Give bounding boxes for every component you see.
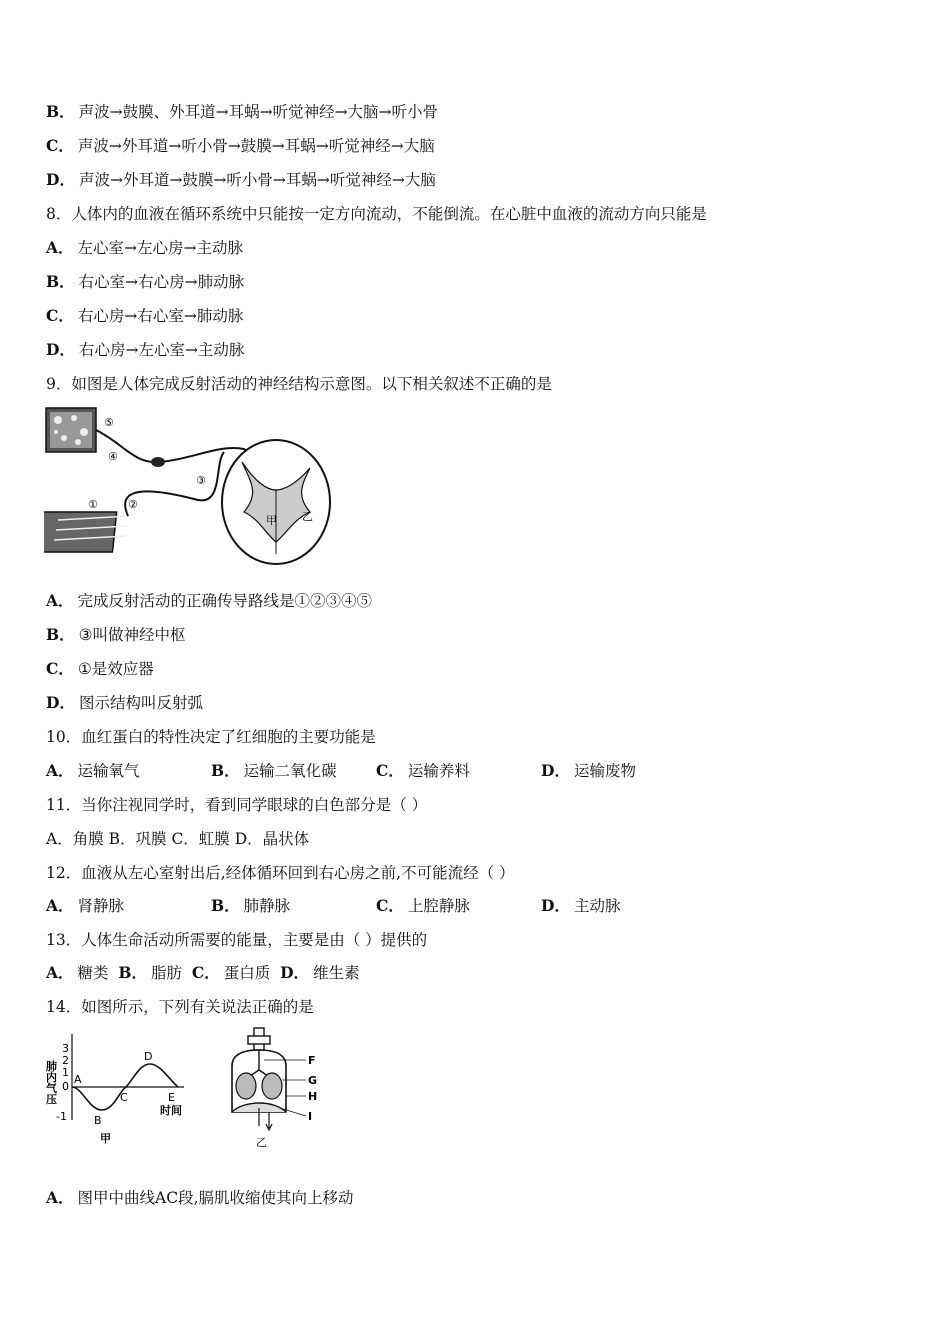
ganglion xyxy=(151,457,165,467)
q10-option-d: D． 运输废物 xyxy=(541,761,636,780)
q7-option-c: C． 声波→外耳道→听小骨→鼓膜→耳蜗→听觉神经→大脑 xyxy=(46,136,435,155)
q11-stem: 11．当你注视同学时，看到同学眼球的白色部分是（ ） xyxy=(46,796,428,814)
q12-option-c: C． 上腔静脉 xyxy=(376,896,470,915)
caption-jia: 甲 xyxy=(100,1132,111,1145)
point-d: D xyxy=(144,1050,153,1063)
q14-option-a: A． 图甲中曲线AC段,膈肌收缩使其向上移动 xyxy=(46,1188,354,1207)
q8-stem: 8．人体内的血液在循环系统中只能按一定方向流动，不能倒流。在心脏中血液的流动方向只能是 xyxy=(46,205,707,223)
q9-option-d: D． 图示结构叫反射弧 xyxy=(46,693,203,712)
ylabel-char: 肺 xyxy=(46,1060,57,1073)
label-h: H xyxy=(308,1090,318,1103)
ylabel-char: 气 xyxy=(46,1082,57,1095)
label-1: ① xyxy=(88,498,98,511)
stopper xyxy=(248,1036,270,1044)
q12-option-b: B． 肺静脉 xyxy=(211,896,291,915)
q8-option-d: D． 右心房→左心室→主动脉 xyxy=(46,340,245,359)
q10-option-a: A． 运输氧气 xyxy=(46,761,140,780)
point-b: B xyxy=(94,1114,102,1127)
q8-option-a: A． 左心室→左心房→主动脉 xyxy=(46,238,244,257)
left-balloon xyxy=(236,1073,256,1099)
ylabel-char: 压 xyxy=(46,1093,57,1106)
tick-1: 1 xyxy=(62,1066,69,1079)
q8-option-b: B． 右心室→右心房→肺动脉 xyxy=(46,272,245,291)
reflex-arc-figure xyxy=(44,404,334,574)
q7-option-b: B． 声波→鼓膜、外耳道→耳蜗→听觉神经→大脑→听小骨 xyxy=(46,102,439,121)
y-label xyxy=(46,1059,58,1106)
tick-neg1: -1 xyxy=(56,1110,67,1123)
q12-option-d: D． 主动脉 xyxy=(541,896,621,915)
point-e: E xyxy=(168,1091,175,1104)
label-5: ⑤ xyxy=(104,416,114,429)
q9-stem: 9．如图是人体完成反射活动的神经结构示意图。以下相关叙述不正确的是 xyxy=(46,375,552,393)
q8-option-c: C． 右心房→右心室→肺动脉 xyxy=(46,306,244,325)
tick-2: 2 xyxy=(62,1054,69,1067)
q9-option-b: B． ③叫做神经中枢 xyxy=(46,625,186,644)
label-yi: 乙 xyxy=(302,510,313,523)
effector-block xyxy=(44,512,130,552)
point-c: C xyxy=(120,1091,128,1104)
label-3: ③ xyxy=(196,474,206,487)
label-4: ④ xyxy=(108,450,118,463)
svg-text:肺内气压 xyxy=(46,1059,58,1106)
x-label: 时间 xyxy=(160,1104,182,1117)
point-a: A xyxy=(74,1073,82,1086)
q10-option-c: C． 运输养料 xyxy=(376,761,470,780)
receptor-block xyxy=(46,408,96,452)
tick-0: 0 xyxy=(62,1080,69,1093)
q13-stem: 13．人体生命活动所需要的能量，主要是由（ ）提供的 xyxy=(46,931,428,949)
caption-yi: 乙 xyxy=(256,1136,267,1149)
efferent-fiber xyxy=(125,452,224,516)
q14-stem: 14．如图所示，下列有关说法正确的是 xyxy=(46,998,314,1016)
q9-option-a: A． 完成反射活动的正确传导路线是①②③④⑤ xyxy=(46,591,373,610)
tick-3: 3 xyxy=(62,1042,69,1055)
q9-option-c: C． ①是效应器 xyxy=(46,659,154,678)
ylabel-char: 内 xyxy=(46,1071,57,1084)
q7-option-d: D． 声波→外耳道→鼓膜→听小骨→耳蜗→听觉神经→大脑 xyxy=(46,170,436,189)
q10-option-b: B． 运输二氧化碳 xyxy=(211,761,337,780)
label-2: ② xyxy=(128,498,138,511)
label-f: F xyxy=(308,1054,316,1067)
label-i: I xyxy=(308,1110,313,1123)
q12-stem: 12．血液从左心室射出后,经体循环回到右心房之前,不可能流经（ ） xyxy=(46,864,515,882)
q10-stem: 10．血红蛋白的特性决定了红细胞的主要功能是 xyxy=(46,728,376,746)
q13-options: A． 糖类 B． 脂肪 C． 蛋白质 D． 维生素 xyxy=(46,963,360,982)
bell-jar-figure xyxy=(224,1026,334,1152)
lung-pressure-figure xyxy=(44,1030,194,1148)
label-g: G xyxy=(308,1074,318,1087)
q11-options: A．角膜 B．巩膜 C．虹膜 D．晶状体 xyxy=(46,830,310,848)
q12-option-a: A． 肾静脉 xyxy=(46,896,125,915)
right-balloon xyxy=(262,1073,282,1099)
label-jia: 甲 xyxy=(266,514,277,527)
